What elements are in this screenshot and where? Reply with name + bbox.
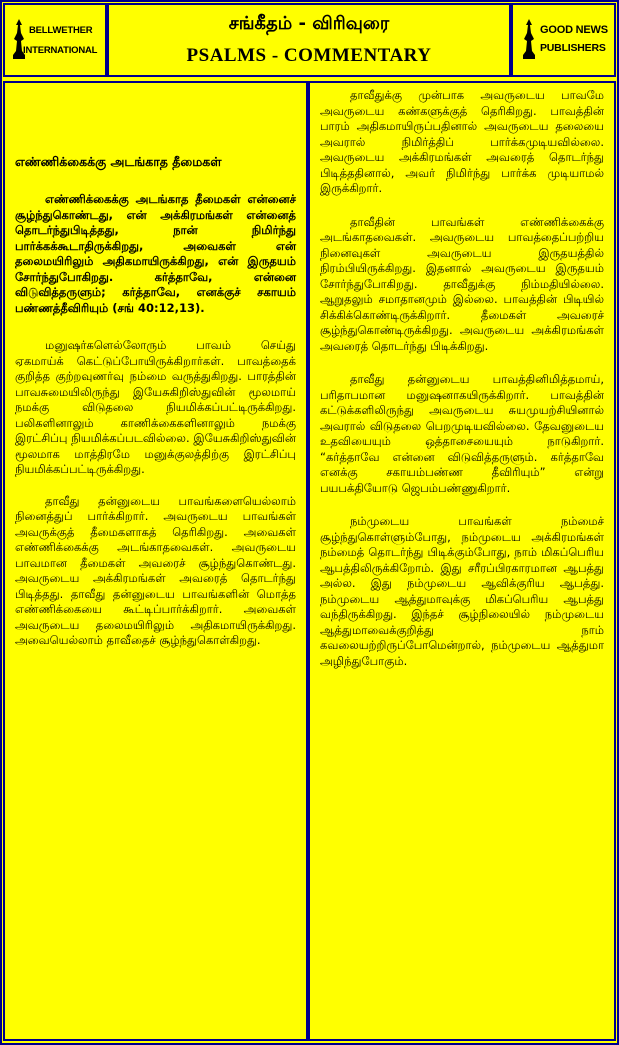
logo-right-line2: PUBLISHERS [540, 42, 606, 54]
paragraph: தாவீதின் பாவங்கள் எண்ணிக்கைக்கு அடங்காதவைகள். அவருடைய பாவத்தைப்பற்றிய நினைவுகள் அவருடைய இருதயத்தில் நிரம்பியிருக்கிறது. இதனால் அவருடைய இருதயம் சோர்ந்துபோகிறது. தாவீதுக்கு நிம்மதியில்லை. ஆறுதலும் சமாதானமும் இல்லை. பாவத்தின் பிடியில் சிக்கிக்கொண்டிருக்கிறார். தீமைகள் அவரைச் சூழ்ந்துகொண்டிருக்கிறது. அவருடைய அக்கிரமங்கள் அவரைத் தொடர்ந்து பிடிக்கிறது. [320, 214, 604, 353]
paragraph: நம்முடைய பாவங்கள் நம்மைச் சூழ்ந்துகொள்ளும்போது, நம்முடைய அக்கிரமங்கள் நம்மைத் தொடர்ந்து பிடிக்கும்போது, நாம் மிகப்பெரிய ஆபத்திலிருக்கிறோம். இது சரீரப்பிரகாரமான ஆபத்து அல்ல. இது நம்முடைய ஆவிக்குரிய ஆபத்து. நம்முடைய ஆத்துமாவுக்கு மிகப்பெரிய ஆபத்து வந்திருக்கிறது. இந்தச் சூழ்நிலையில் நம்முடைய ஆத்துமாவைக்குறித்து நாம் கவலையற்றிருப்போமென்றால், நம்முடைய ஆத்துமா அழிந்துபோகும். [320, 514, 604, 668]
publisher-logo-left [3, 3, 107, 77]
title-box [107, 3, 511, 77]
logo-left-line1: BELLWETHER [29, 25, 93, 36]
left-column [3, 81, 308, 1041]
chess-piece-icon [521, 17, 537, 61]
section-heading: எண்ணிக்கைக்கு அடங்காத தீமைகள் [15, 154, 222, 169]
scripture-reference: (சங் 40:12,13). [112, 300, 205, 315]
quote-text: எண்ணிக்கைக்கு அடங்காத தீமைகள் என்னைச் சூழ்ந்துகொண்டது, என் அக்கிரமங்கள் என்னைத் தொடர்ந்துபிடித்தது, நான் நிமிர்ந்து பார்க்கக்கூடாதிருக்கிறது, அவைகள் என் தலைமயிரிலும் அதிகமாயிருக்கிறது, என் இருதயம் சோர்ந்துபோகிறது. கர்த்தாவே, என்னை விடுவித்தருளும்; கர்த்தாவே, எனக்குச் சகாயம் பண்ணத்தீவிரியும் [15, 192, 296, 315]
title-tamil: சங்கீதம் - விரிவுரை [228, 13, 390, 34]
scripture-quote [15, 192, 296, 316]
paragraph: தாவீதுக்கு முன்பாக அவருடைய பாவமே அவருடைய கண்களுக்குத் தெரிகிறது. பாவத்தின் பாரம் அதிகமாயிருப்பதினால் அவருடைய தலையை அவரால் நிமிர்த்திப் பார்க்கமுடியவில்லை. அவருடைய அக்கிரமங்கள் அவரைத் தொடர்ந்து பிடித்ததினால், அவர் நிமிர்ந்து பார்க்க முடியாமல் இருக்கிறார். [320, 88, 604, 195]
publisher-logo-right [511, 3, 616, 77]
title-english: PSALMS - COMMENTARY [186, 45, 432, 66]
paragraph: தாவீது தன்னுடைய பாவத்தினிமித்தமாய், பரிதாபமான மனுஷனாகயிருக்கிறார். பாவத்தின் கட்டுக்களிலிருந்து அவருடைய சுயமுயற்சியினால் அவரால் விடுதலை பெறமுடியவில்லை. தேவனுடைய உதவியையும் ஒத்தாசையையும் நாடுகிறார். “கர்த்தாவே என்னை விடுவித்தருளும். கர்த்தாவே எனக்கு சகாயம்பண்ண தீவிரியும்” என்று பயபக்தியோடு ஜெபம்பண்ணுகிறார். [320, 372, 604, 495]
logo-right-line1: GOOD NEWS [540, 24, 608, 36]
logo-left-line2: INTERNATIONAL [23, 45, 98, 56]
right-column [308, 81, 616, 1041]
paragraph: மனுஷர்களெல்லோரும் பாவம் செய்து ஏகமாய்க் கெட்டுப்போயிருக்கிறார்கள். பாவத்தைக் குறித்த குற்றவுணர்வு நம்மை வருத்துகிறது. பாரத்தின் பாவசுமையிலிருந்து இயேசுகிறிஸ்துவின் மூலமாய் நமக்கு விடுதலை நியமிக்கப்பட்டிருக்கிறது. பலிகளினாலும் காணிக்கைகளினாலும் நமக்கு இரட்சிப்பு நியமிக்கப்படவில்லை. இயேசுகிறிஸ்துவின் மூலமாக மாத்திரமே மனுக்குலத்திற்கு இரட்சிப்பு நியமிக்கப்பட்டிருக்கிறது. [15, 338, 296, 476]
header [0, 0, 619, 78]
paragraph: தாவீது தன்னுடைய பாவங்களையெல்லாம் நினைத்துப் பார்க்கிறார். அவருடைய பாவங்கள் அவருக்குத் தீமைகளாகத் தெரிகிறது. அவைகள் எண்ணிக்கைக்கு அடங்காதவைகள். அவருடைய பாவமான தீமைகள் அவரைச் சூழ்ந்துகொண்டது. அவருடைய அக்கிரமங்கள் அவரைத் தொடர்ந்து பிடித்தது. தாவீது தன்னுடைய பாவங்களின் மொத்த எண்ணிக்கையை கூட்டிப்பார்க்கிறார். அவைகள் அவருடைய தலைமயிரிலும் அதிகமாயிருக்கிறது. அவையெல்லாம் தாவீதைச் சூழ்ந்துகொள்கிறது. [15, 493, 296, 647]
